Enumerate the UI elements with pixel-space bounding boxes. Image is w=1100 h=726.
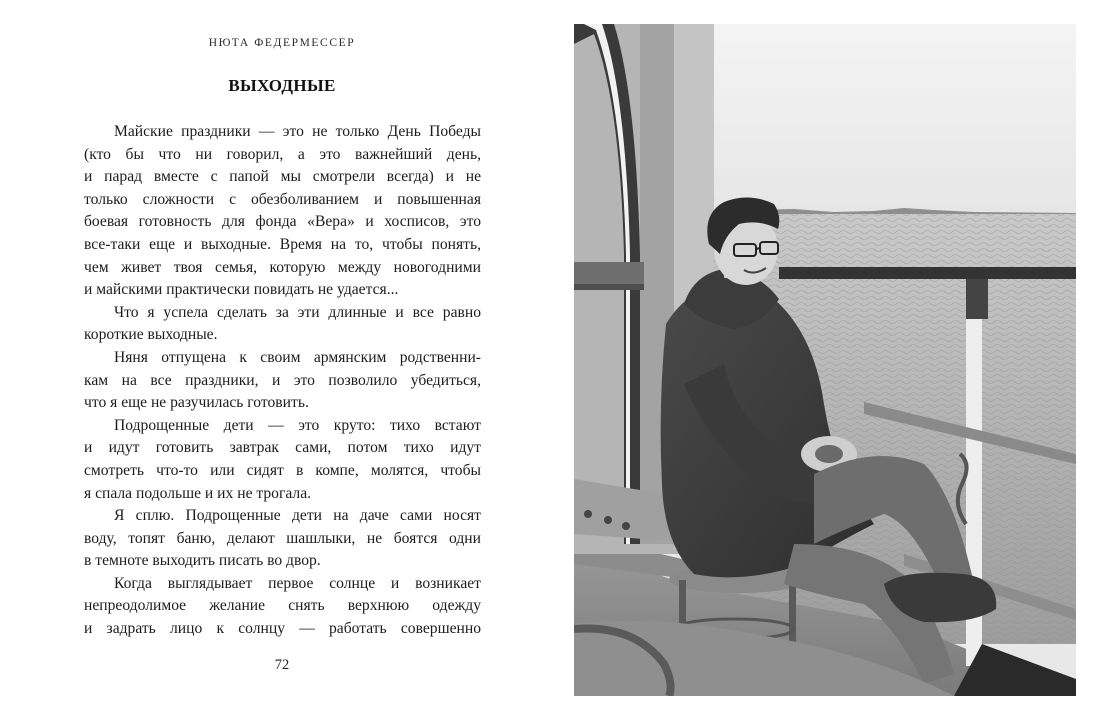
photo-illustration <box>574 24 1076 696</box>
text-line: Няня отпущена к своим армянским родственни- <box>114 348 481 366</box>
text-line: и парад вместе с папой мы смотрели всегда) и не <box>84 168 481 186</box>
text-line: и задрать лицо к солнцу — работать совершенно <box>84 620 481 638</box>
text-line: воду, топят баню, делают шашлыки, не боятся одни <box>84 529 481 547</box>
text-line: смотреть что-то или сидят в компе, молятся, чтобы <box>84 461 481 479</box>
text-line: кам на все праздники, и это позволило убедиться, <box>84 371 481 389</box>
text-line: что я еще не разучилась готовить. <box>84 394 309 412</box>
text-line: только сложности с обезболиванием и повышенная <box>84 190 481 208</box>
text-line: я спала подольше и их не трогала. <box>84 484 312 502</box>
text-line: чем живет твоя семья, которую между новогодними <box>84 258 481 276</box>
text-line: боевая готовность для фонда «Вера» и хосписов, это <box>84 213 481 231</box>
text-line: короткие выходные. <box>84 326 218 344</box>
text-line: Майские праздники — это не только День Победы <box>114 123 481 140</box>
body-text <box>84 121 481 641</box>
text-line: Когда выглядывает первое солнце и возникает <box>114 574 481 592</box>
text-line: непреодолимое желание снять верхнюю одежду <box>84 597 481 615</box>
text-line: (кто бы что ни говорил, а это важнейший день, <box>84 145 481 163</box>
photo-woman-on-ship-deck <box>574 24 1076 696</box>
text-line: в темноте выходить писать во двор. <box>84 552 321 570</box>
running-head-author: НЮТА ФЕДЕРМЕССЕР <box>208 37 356 49</box>
page-number: 72 <box>274 657 290 673</box>
text-line: Я сплю. Подрощенные дети на даче сами носят <box>114 507 481 525</box>
chapter-title: ВЫХОДНЫЕ <box>228 76 336 95</box>
text-line: Подрощенные дети — это круто: тихо встают <box>114 416 481 434</box>
text-line: и майскими практически повидать не удается... <box>84 281 399 299</box>
text-line: Что я успела сделать за эти длинные и все равно <box>114 303 481 321</box>
text-line: все-таки еще и выходные. Время на то, чтобы понять, <box>84 235 481 253</box>
text-line: и идут готовить завтрак сами, потом тихо идут <box>84 439 481 457</box>
